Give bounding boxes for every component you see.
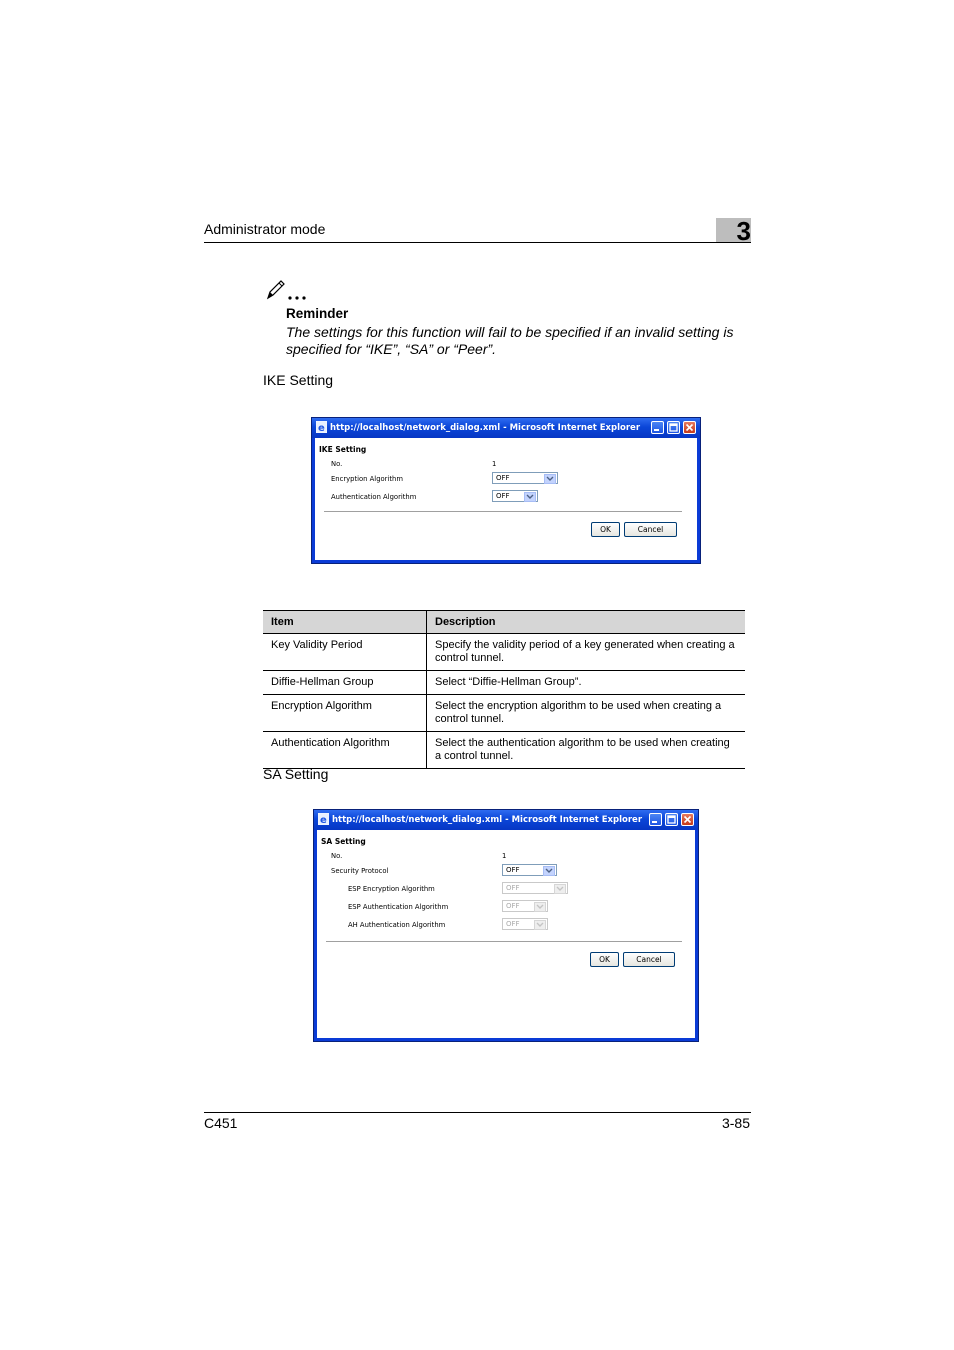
ike-window-titlebar[interactable] [312,418,700,438]
running-header: Administrator mode [204,221,326,237]
ike-setting-title: IKE Setting [319,445,367,454]
ok-button[interactable]: OK [591,522,620,537]
table-cell-item: Key Validity Period [263,634,427,671]
esp-encryption-algorithm-value: OFF [506,884,520,892]
footer-rule [204,1112,751,1113]
reminder-text: The settings for this function will fail to be specified if an invalid setting is specified for “IKE”, “SA” or “Peer”. [286,324,734,357]
reminder-title: Reminder [286,306,349,321]
cancel-button[interactable]: Cancel [623,952,675,967]
svg-text:e: e [318,423,325,433]
ah-authentication-algorithm-select[interactable] [502,918,548,930]
no-label: No. [331,460,343,468]
table-cell-item: Authentication Algorithm [263,732,427,769]
footer-model: C451 [204,1115,238,1131]
table-row [263,671,745,695]
column-header-item: Item [263,611,427,634]
minimize-icon [650,814,661,825]
sa-window-title: http://localhost/network_dialog.xml - Microsoft Internet Explorer [332,815,643,825]
close-button[interactable] [681,813,694,826]
ah-authentication-algorithm-value: OFF [506,920,520,928]
table-row [263,732,745,769]
sa-dialog-body [317,830,695,1038]
security-protocol-select[interactable] [502,864,557,876]
ike-settings-table [263,610,745,769]
table-cell-description: Select “Diffie-Hellman Group”. [427,671,746,695]
table-cell-item: Encryption Algorithm [263,695,427,732]
sa-window-titlebar[interactable] [314,810,698,830]
ah-authentication-algorithm-label: AH Authentication Algorithm [348,921,446,929]
encryption-algorithm-value: OFF [496,474,510,482]
sa-setting-heading: SA Setting [263,766,329,782]
authentication-algorithm-select[interactable] [492,490,538,502]
encryption-algorithm-select[interactable] [492,472,558,484]
authentication-algorithm-value: OFF [496,492,510,500]
esp-encryption-algorithm-label: ESP Encryption Algorithm [348,885,435,893]
separator [326,941,682,943]
ike-window-title: http://localhost/network_dialog.xml - Microsoft Internet Explorer [330,423,641,433]
svg-text:e: e [320,815,327,825]
ike-dialog-body [315,438,697,560]
header-rule [204,242,751,243]
esp-authentication-algorithm-select[interactable] [502,900,548,912]
authentication-algorithm-label: Authentication Algorithm [331,493,417,501]
table-cell-description: Select the encryption algorithm to be used when creating a control tunnel. [427,695,746,732]
sa-dialog-window [313,809,699,1042]
maximize-icon [666,814,677,825]
ie-icon [316,421,327,433]
no-value: 1 [492,460,497,468]
column-header-description: Description [427,611,746,634]
table-cell-item: Diffie-Hellman Group [263,671,427,695]
table-cell-description: Select the authentication algorithm to be used when creating a control tunnel. [427,732,746,769]
minimize-button[interactable] [651,421,664,434]
chevron-down-icon [544,474,556,484]
ie-icon [318,813,329,825]
esp-authentication-algorithm-value: OFF [506,902,520,910]
esp-encryption-algorithm-select[interactable] [502,882,568,894]
cancel-button[interactable]: Cancel [624,522,677,537]
maximize-button[interactable] [667,421,680,434]
minimize-button[interactable] [649,813,662,826]
table-cell-description: Specify the validity period of a key generated when creating a control tunnel. [427,634,746,671]
table-row [263,634,745,671]
security-protocol-label: Security Protocol [331,867,389,875]
ok-button[interactable]: OK [590,952,619,967]
no-value: 1 [502,852,507,860]
no-label: No. [331,852,343,860]
sa-setting-title: SA Setting [321,837,366,846]
chevron-down-icon [554,884,566,894]
table-header-row [263,611,745,634]
close-button[interactable] [683,421,696,434]
separator [324,511,682,513]
esp-authentication-algorithm-label: ESP Authentication Algorithm [348,903,449,911]
chevron-down-icon [543,866,555,876]
page-number: 3-85 [721,1115,750,1131]
maximize-button[interactable] [665,813,678,826]
chevron-down-icon [534,902,546,912]
chevron-down-icon [524,492,536,502]
chapter-number: 3 [736,216,751,246]
close-icon [684,422,695,433]
chevron-down-icon [534,920,546,930]
minimize-icon [652,422,663,433]
ike-dialog-window [311,417,701,564]
security-protocol-value: OFF [506,866,520,874]
ike-setting-heading: IKE Setting [263,372,334,388]
close-icon [682,814,693,825]
table-row [263,695,745,732]
maximize-icon [668,422,679,433]
pencil-note-icon [265,278,309,302]
encryption-algorithm-label: Encryption Algorithm [331,475,403,483]
